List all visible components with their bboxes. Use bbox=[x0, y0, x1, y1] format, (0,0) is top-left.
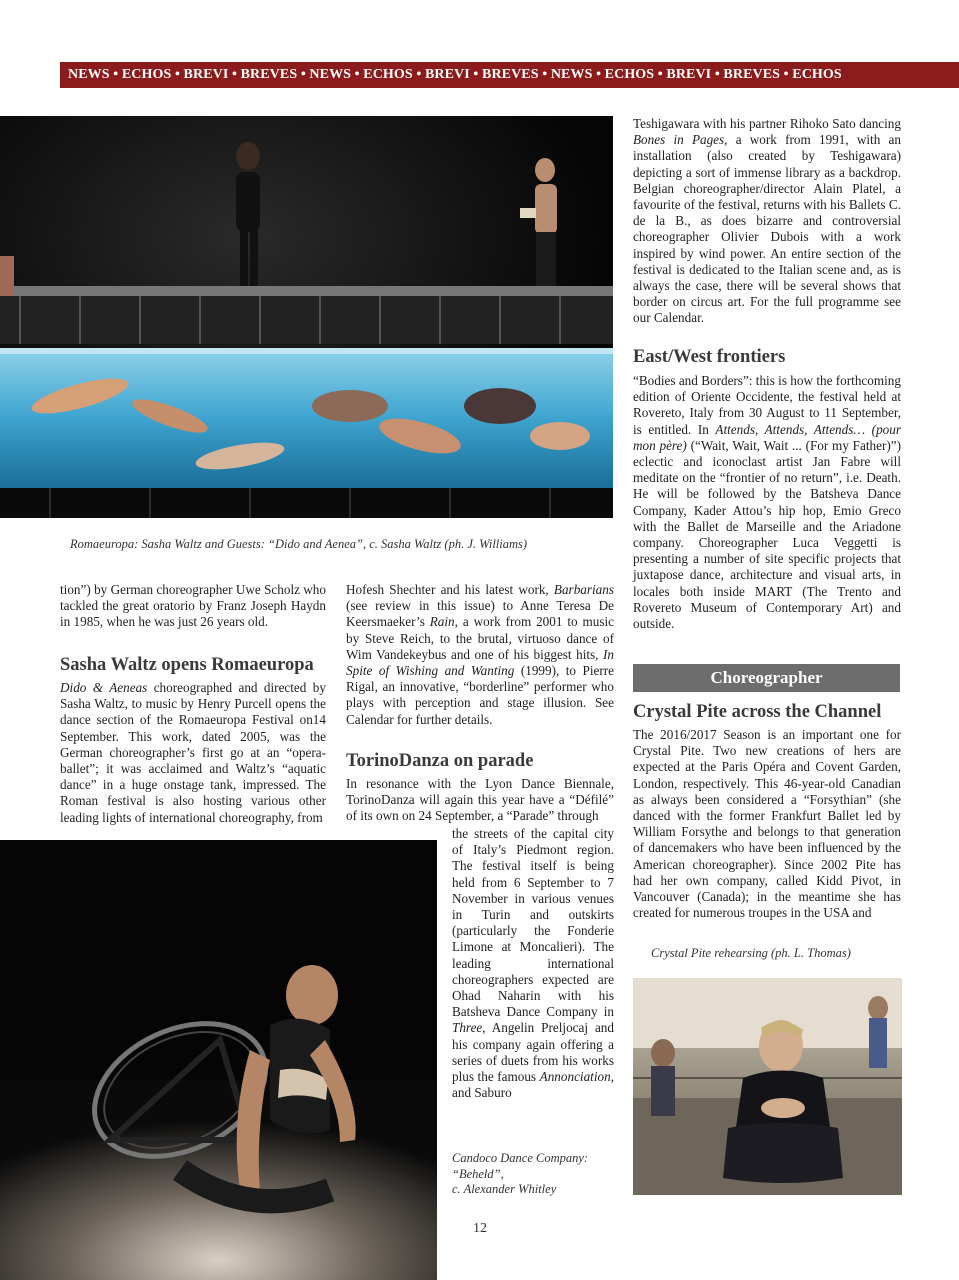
torinodanza-body-narrow: the streets of the capital city of Italy’s Piedmont region. The festival itself is being held from 6 September to 7 November in various venues in Turin and outskirts (particularly the Fonderie Limone at Moncalieri). The leading international choreographers expected are Ohad Naharin with his Batsheva Dance Company in Three, Angelin Preljocaj and his company again offering a series of duets from his works plus the famous Annonciation, and Saburo bbox=[452, 826, 614, 1101]
page-number: 12 bbox=[473, 1221, 487, 1236]
romaeuropa-continued: Hofesh Shechter and his latest work, Barbarians (see review in this issue) to Anne Teresa De Keersmaeker’s Rain, a work from 2001 to music by Steve Reich, to the brutal, virtuoso dance of Wim Vandekeybus and one of his biggest hits, In Spite of Wishing and Wanting (1999), to Pierre Rigal, an innovative, “borderline” performer who plays with perception and stage illusion. See Calendar for further details. bbox=[346, 582, 615, 727]
romaeuropa-caption: Romaeuropa: Sasha Waltz and Guests: “Dido and Aenea”, c. Sasha Waltz (ph. J. Williams) bbox=[70, 537, 528, 551]
crystal-pite-heading: Crystal Pite across the Channel bbox=[633, 702, 882, 722]
sasha-waltz-body: Dido & Aeneas choreographed and directed by Sasha Waltz, to music by Henry Purcell opens the dance section of the Romaeuropa Festival on14 September. This work, dated 2005, was the German choreographer’s first go at an “opera-ballet”; it was acclaimed and Waltz’s “aquatic dance” in a huge onstage tank, impressed. The Roman festival is also hosting various other leading lights of international choreography, from bbox=[60, 680, 326, 825]
candoco-photo bbox=[0, 840, 437, 1280]
choreographer-section-tag: Choreographer bbox=[633, 664, 900, 692]
torinodanza-heading: TorinoDanza on parade bbox=[346, 751, 534, 771]
sasha-waltz-heading: Sasha Waltz opens Romaeuropa bbox=[60, 655, 314, 675]
east-west-body: “Bodies and Borders”: this is how the forthcoming edition of Oriente Occidente, the festival held at Rovereto, Italy from 30 August to 11 September, is entitled. In Attends, Attends, Attends… (pour mon père) (“Wait, Wait, Wait ... (For my Father)”) eclectic and iconoclast artist Jan Fabre will meditate on the “frontier of no return”, i.e. Death. He will be followed by the Batsheva Dance Company, Kader Attou’s hip hop, Emio Greco with the Ballet de Marseille and the Ariadone company. Choreographer Luca Veggetti is presenting a number of site specific projects that juxtapose dance, architecture and visual arts, in locales both inside MART (The Trento and Rovereto Museum of Contemporary Art) and outside. bbox=[633, 373, 901, 632]
pite-caption: Crystal Pite rehearsing (ph. L. Thomas) bbox=[651, 946, 851, 960]
torinodanza-body-wide: In resonance with the Lyon Dance Biennale, TorinoDanza will again this year have a “Défilé” of its own on 24 September, a “Parade” through bbox=[346, 776, 614, 824]
crystal-pite-body: The 2016/2017 Season is an important one for Crystal Pite. Two new creations of hers are expected at the Paris Opéra and Covent Garden, London, respectively. This 46-year-old Canadian as always been considered a “Forsythian” (she danced with the former Frankfurt Ballet led by William Forsythe and belongs to that generation of dancemakers who have been influenced by the American choreographer). Since 2002 Pite has had her own company, called Kidd Pivot, in Vancouver (Canada); in the meantime she has created for numerous troupes in the USA and bbox=[633, 727, 901, 921]
romaeuropa-photo bbox=[0, 116, 613, 518]
teshigawara-paragraph: Teshigawara with his partner Rihoko Sato dancing Bones in Pages, a work from 1991, with an installation (also created by Teshigawara) depicting a sort of immense library as a backdrop. Belgian choreographer/director Alain Platel, a favourite of the festival, returns with his Ballets C. de la B., as does bizarre and controversial choreographer Olivier Dubois with a work inspired by wind power. An entire section of the festival is dedicated to the Italian scene and, as is always the case, there will be several shows that border on circus art. For the full programme see our Calendar. bbox=[633, 116, 901, 326]
crystal-pite-photo bbox=[633, 978, 902, 1195]
section-banner: NEWS • ECHOS • BREVI • BREVES • NEWS • ECHOS • BREVI • BREVES • NEWS • ECHOS • BREVI • BREVES • ECHOS bbox=[60, 62, 959, 88]
candoco-caption: Candoco Dance Company: “Beheld”, c. Alexander Whitley bbox=[452, 1151, 589, 1196]
east-west-heading: East/West frontiers bbox=[633, 347, 786, 367]
intro-paragraph: tion”) by German choreographer Uwe Scholz who tackled the great oratorio by Franz Joseph Haydn in 1985, when he was just 26 years old. bbox=[60, 582, 326, 630]
